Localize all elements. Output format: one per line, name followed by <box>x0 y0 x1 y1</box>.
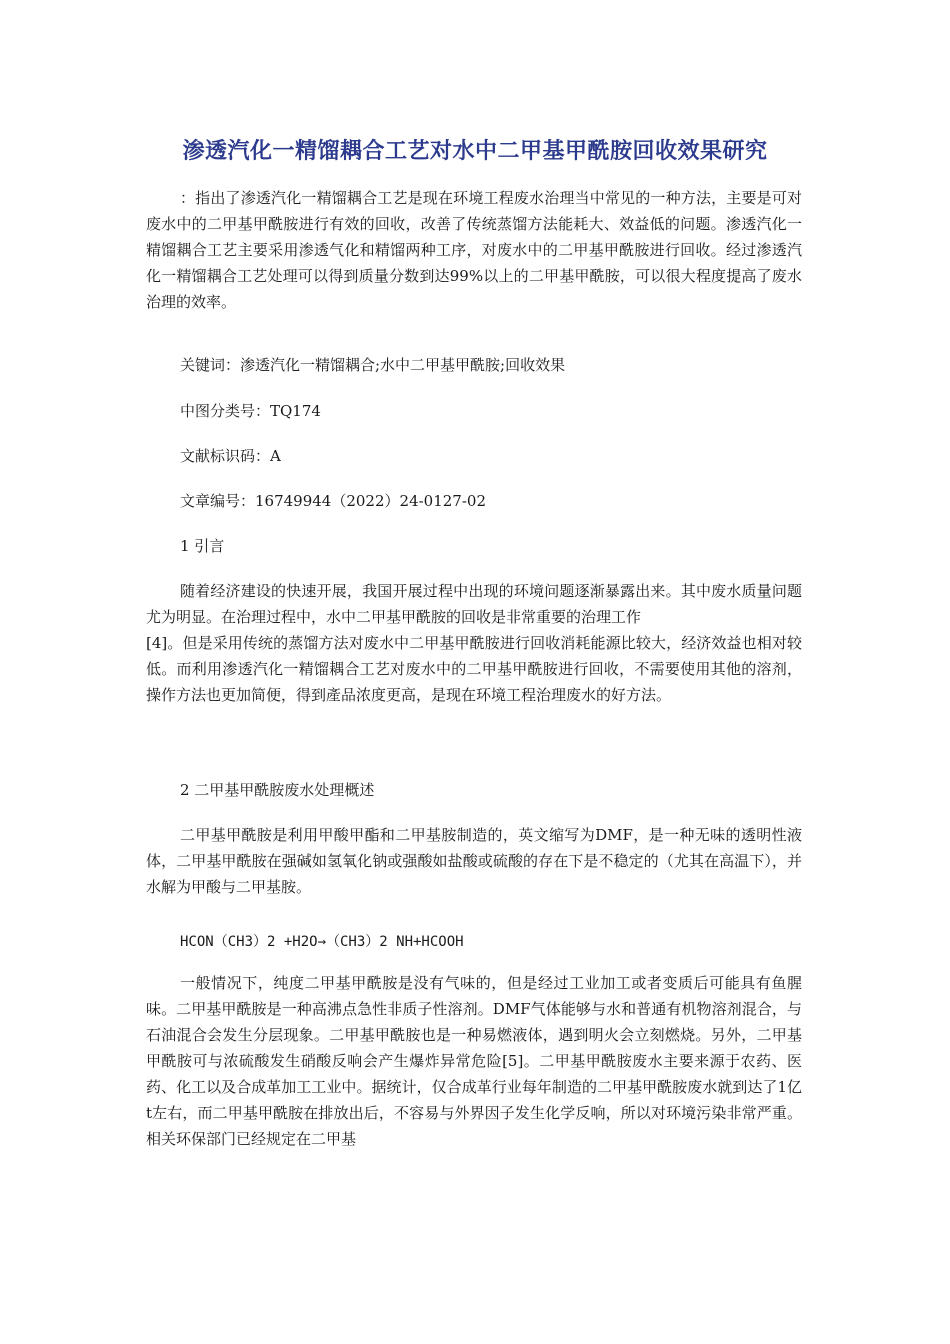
section1-paragraph-part2: [4]。但是采用传统的蒸馏方法对废水中二甲基甲酰胺进行回收消耗能源比较大，经济效益也相对较低。而利用渗透汽化一精馏耦合工艺对废水中的二甲基甲酰胺进行回收，不需要使用其他的溶剂，操作方法也更加简便，得到產品浓度更高，是现在环境工程治理废水的好方法。 <box>146 634 802 704</box>
section2-paragraph-1: 二甲基甲酰胺是利用甲酸甲酯和二甲基胺制造的，英文缩写为DMF，是一种无味的透明性液体，二甲基甲酰胺在强碱如氢氧化钠或强酸如盐酸或硫酸的存在下是不稳定的（尤其在高温下），并水解为甲酸与二甲基胺。 <box>146 826 802 896</box>
section1-paragraph-part1: 随着经济建设的快速开展，我国开展过程中出现的环境问题逐渐暴露出来。其中废水质量问题尤为明显。在治理过程中，水中二甲基甲酰胺的回收是非常重要的治理工作 <box>146 582 802 626</box>
section2-body-1 <box>146 822 802 900</box>
chemical-equation: HCON（CH3）2 +H2O→（CH3）2 NH+HCOOH <box>180 934 464 950</box>
section2-heading: 2 二甲基甲酰胺废水处理概述 <box>180 781 375 799</box>
article-title: 渗透汽化一精馏耦合工艺对水中二甲基甲酰胺回收效果研究 <box>182 139 768 164</box>
section2-paragraph-2: 一般情况下，纯度二甲基甲酰胺是没有气味的，但是经过工业加工或者变质后可能具有鱼腥味。二甲基甲酰胺是一种高沸点急性非质子性溶剂。DMF气体能够与水和普通有机物溶剂混合，与石油混合会发生分层现象。二甲基甲酰胺也是一种易燃液体，遇到明火会立刻燃烧。另外，二甲基甲酰胺可与浓硫酸发生硝酸反响会产生爆炸异常危险[5]。二甲基甲酰胺废水主要来源于农药、医药、化工以及合成革加工工业中。据统计，仅合成革行业每年制造的二甲基甲酰胺废水就到达了1亿t左右，而二甲基甲酰胺在排放出后，不容易与外界因子发生化学反响，所以对环境污染非常严重。相关环保部门已经规定在二甲基 <box>146 974 802 1148</box>
abstract-block <box>146 185 802 315</box>
clc-number: 中图分类号：TQ174 <box>180 402 321 420</box>
abstract-paragraph: ：指出了渗透汽化一精馏耦合工艺是现在环境工程废水治理当中常见的一种方法，主要是可对废水中的二甲基甲酰胺进行有效的回收，改善了传统蒸馏方法能耗大、效益低的问题。渗透汽化一精馏耦合工艺主要采用渗透气化和精馏两种工序，对废水中的二甲基甲酰胺进行回收。经过渗透汽化一精馏耦合工艺处理可以得到质量分数到达99%以上的二甲基甲酰胺，可以很大程度提高了废水治理的效率。 <box>146 189 802 311</box>
section1-body <box>146 578 802 708</box>
keywords-line: 关键词：渗透汽化一精馏耦合;水中二甲基甲酰胺;回收效果 <box>180 356 566 374</box>
section2-body-2 <box>146 970 802 1152</box>
article-number: 文章编号：16749944（2022）24-0127-02 <box>180 492 487 510</box>
document-code: 文献标识码：A <box>180 447 281 465</box>
section1-heading: 1 引言 <box>180 537 225 555</box>
